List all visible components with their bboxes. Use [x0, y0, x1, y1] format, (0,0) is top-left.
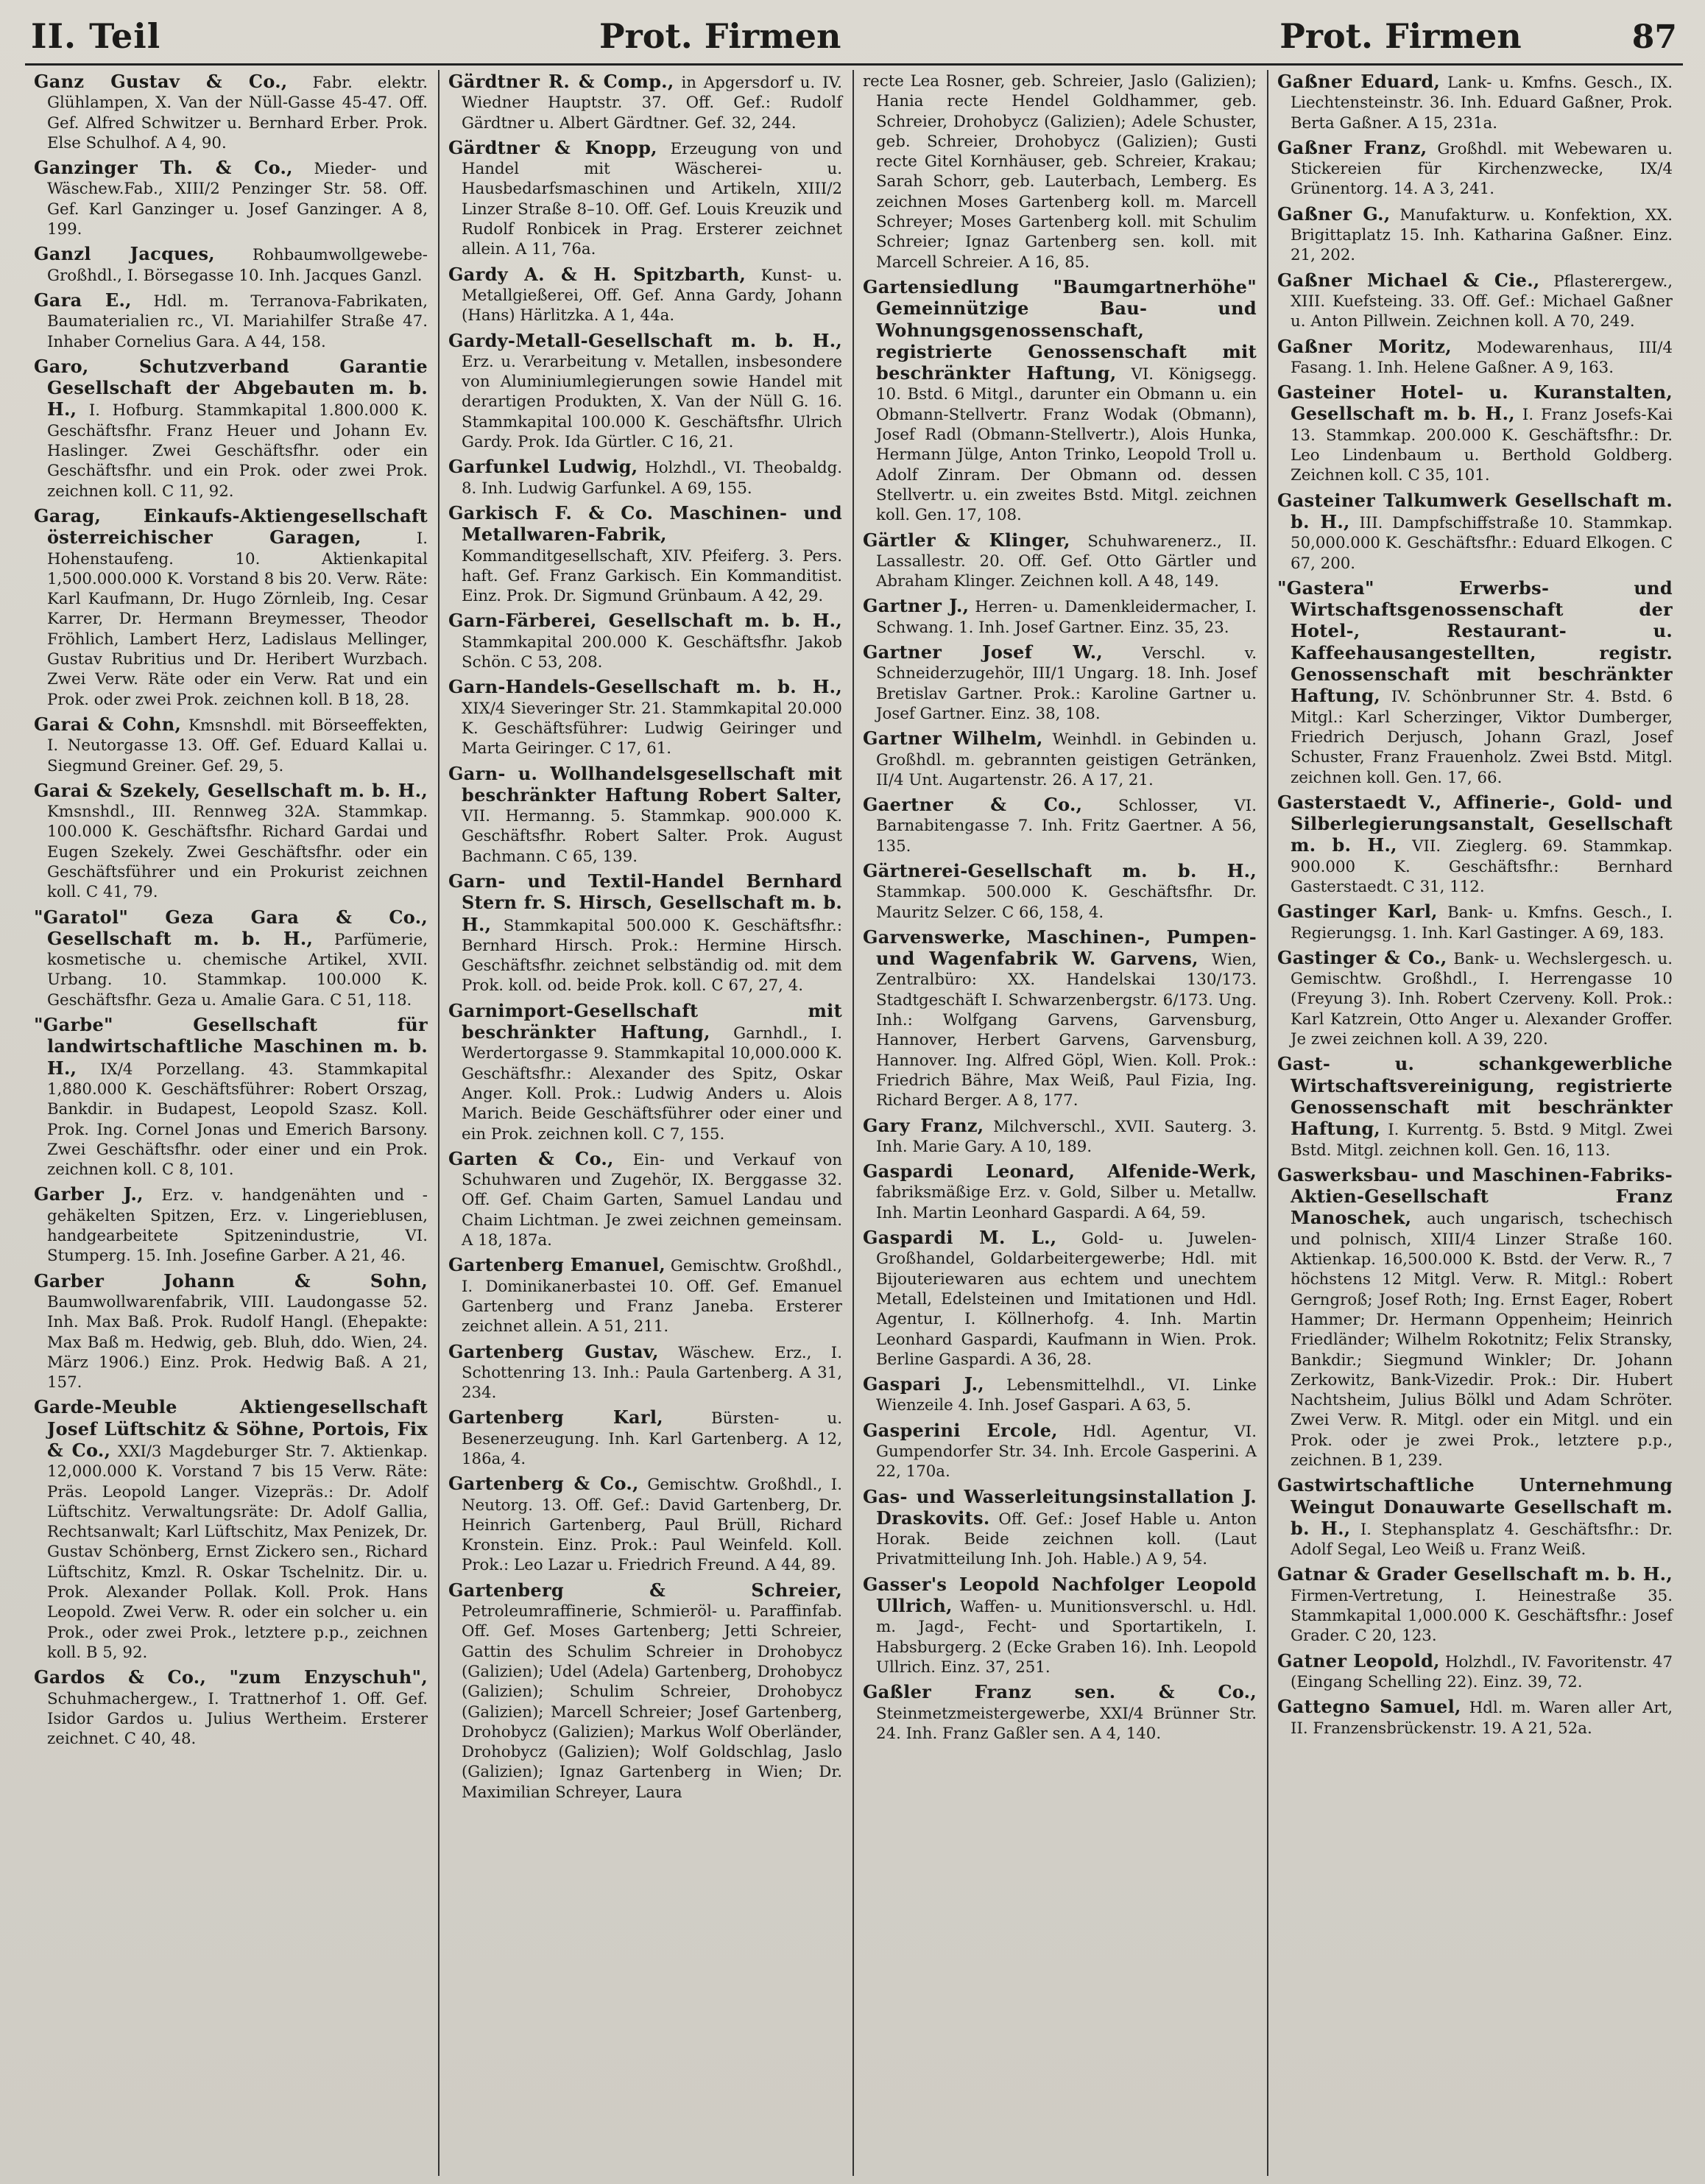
- company-name: Gärtnerei-Gesellschaft m. b. H.,: [863, 859, 1257, 881]
- company-name: Ganz Gustav & Co.,: [34, 71, 288, 92]
- section-title-left: Prot. Firmen: [599, 16, 841, 56]
- directory-entry: [448, 71, 842, 133]
- entry-details: Wäschew. Erz., I. Schottenring 13. Inh.: Paula Gartenberg. A 31, 234.: [462, 1343, 842, 1403]
- directory-entry: [863, 71, 1257, 272]
- entry-details: Kunst- u. Metallgießerei, Off. Gef. Anna Gardy, Johann (Hans) Härlitzka. A 1, 44a.: [462, 266, 842, 325]
- company-name: Gas- und Wasserleitungsinstallation J. Draskovits.: [863, 1485, 1257, 1529]
- entry-details: Waffen- u. Munitionsverschl. u. Hdl. m. Jagd-, Fecht- und Sportartikeln, I. Habsburgerg. 2 (Ecke Graben 16). Inh. Leopold Ullrich. Einz. 37, 251.: [876, 1598, 1257, 1677]
- entry-details: I. Franz Josefs-Kai 13. Stammkap. 200.000 K. Geschäftsfhr.: Dr. Leo Lindenbaum u. Berthold Goldberg. Zeichnen koll. C 35, 101.: [1291, 406, 1673, 485]
- company-name: Gardy-Metall-Gesellschaft m. b. H.,: [448, 329, 842, 351]
- company-name: Gaspardi M. L.,: [863, 1227, 1057, 1249]
- company-name: Gasteiner Hotel- u. Kuranstalten, Gesellschaft m. b. H.,: [1277, 381, 1673, 425]
- company-name: "Garbe" Gesellschaft für landwirtschaftliche Maschinen m. b. H.,: [34, 1014, 428, 1079]
- directory-entry: [1277, 337, 1673, 378]
- page-header: [25, 16, 1683, 66]
- directory-entry: [863, 861, 1257, 923]
- entry-details: Kmsnshdl. mit Börseeffekten, I. Neutorgasse 13. Off. Gef. Eduard Kallai u. Siegmund Greiner. Gef. 29, 5.: [47, 716, 428, 775]
- company-name: Gartenberg Karl,: [448, 1406, 663, 1429]
- entry-details: VII. Hermanng. 5. Stammkap. 900.000 K. Geschäftsfhr. Robert Salter. Prok. August Bachmann. C 65, 139.: [462, 807, 842, 866]
- company-name: Gastinger Karl,: [1277, 901, 1438, 923]
- directory-entry: [1277, 948, 1673, 1049]
- company-name: Gardos & Co., "zum Enzyschuh",: [34, 1666, 428, 1688]
- entry-details: recte Lea Rosner, geb. Schreier, Jaslo (Galizien); Hania recte Hendel Goldhammer, geb. Schreier, Drohobycz (Galizien); Adele Schuster, geb. Schreier, Drohobycz (Galizien); Gusti recte Gitel Kornhäuser, geb. Schreier, Krakau; Sarah Schorr, geb. Lauterbach, Lemberg. Es zeichnen Moses Gartenberg koll. m. Marcell Schreyer; Moses Gartenberg koll. mit Schulim Schreier; Ignaz Gartenberg sen. koll. mit Marcell Schreier. A 16, 85.: [863, 72, 1257, 272]
- company-name: Garber Johann & Sohn,: [34, 1269, 428, 1292]
- column-3: [854, 70, 1268, 2176]
- directory-entry: [863, 277, 1257, 526]
- company-name: Gartner Josef W.,: [863, 641, 1104, 663]
- company-name: Gasser's Leopold Nachfolger Leopold Ullrich,: [863, 1573, 1257, 1617]
- entry-details: Stammkapital 500.000 K. Geschäftsfhr.: Bernhard Hirsch. Prok.: Hermine Hirsch. Geschäftsfhr. zeichnet selbständig od. mit dem Prok. koll. od. beide Prok. koll. C 67, 27, 4.: [462, 916, 842, 996]
- entry-details: Gemischtw. Großhdl., I. Neutorg. 13. Off. Gef.: David Gartenberg, Dr. Heinrich Gartenberg, Paul Brüll, Richard Kronstein. Einz. Prok.: Paul Weinfeld. Koll. Prok.: Leo Lazar u. Friedrich Freund. A 44, 89.: [462, 1476, 842, 1575]
- company-name: Gaßler Franz sen. & Co.,: [863, 1681, 1257, 1703]
- directory-entry: [448, 1001, 842, 1144]
- company-name: Gaßner Eduard,: [1277, 71, 1441, 92]
- entry-details: Steinmetzmeistergewerbe, XXI/4 Brünner Str. 24. Inh. Franz Gaßler sen. A 4, 140.: [876, 1704, 1257, 1743]
- company-name: Gaßner G.,: [1277, 202, 1391, 225]
- directory-entry: [34, 356, 428, 501]
- entry-details: Hdl. m. Terranova-Fabrikaten, Baumaterialien rc., VI. Mariahilfer Straße 47. Inhaber Cornelius Gara. A 44, 158.: [47, 292, 428, 351]
- directory-entry: [448, 457, 842, 499]
- company-name: Gaspari J.,: [863, 1373, 984, 1395]
- directory-entry: [1277, 1564, 1673, 1646]
- entry-details: IV. Schönbrunner Str. 4. Bstd. 6 Mitgl.: Karl Scherzinger, Viktor Dumberger, Friedrich Derjusch, Johann Grazl, Josef Schuster, Franz Frauenholz. Zwei Bstd. Mitgl. zeichnen koll. Gen. 17, 66.: [1291, 688, 1673, 787]
- entry-details: XIX/4 Sieveringer Str. 21. Stammkapital 20.000 K. Geschäftsführer: Ludwig Geiringer und Marta Geiringer. C 17, 61.: [462, 699, 842, 758]
- directory-entry: [34, 781, 428, 903]
- directory-entry: [448, 1407, 842, 1469]
- company-name: Garn-Handels-Gesellschaft m. b. H.,: [448, 676, 842, 698]
- directory-entry: [448, 264, 842, 326]
- company-name: Garvenswerke, Maschinen-, Pumpen- und Wagenfabrik W. Garvens,: [863, 926, 1257, 970]
- company-name: Gaßner Franz,: [1277, 136, 1427, 158]
- company-name: Gärdtner R. & Comp.,: [448, 71, 674, 92]
- entry-details: Manufakturw. u. Konfektion, XX. Brigittaplatz 15. Inh. Katharina Gaßner. Einz. 21, 202.: [1291, 205, 1673, 265]
- company-name: Garn- und Textil-Handel Bernhard Stern fr. S. Hirsch, Gesellschaft m. b. H.,: [448, 870, 842, 935]
- directory-entry: [34, 714, 428, 776]
- company-name: Ganzl Jacques,: [34, 243, 215, 265]
- entry-details: I. Hohenstaufeng. 10. Aktienkapital 1,500.000.000 K. Vorstand 8 bis 20. Verw. Räte: Karl Kaufmann, Dr. Hugo Zörnleib, Ing. Cesar Karrer, Dr. Hermann Breymesser, Theodor Fröhlich, Lambert Herz, Ladislaus Mellinger, Gustav Rubritius und Dr. Heribert Wurzbach. Zwei Verw. Räte oder ein Verw. Rat und ein Prok. oder zwei Prok. zeichnen koll. B 18, 28.: [47, 529, 428, 709]
- entry-details: Erz. u. Verarbeitung v. Metallen, insbesondere von Aluminiumlegierungen sowie Handel mit derartigen Produkten, X. Van der Nüll G. 16. Stammkapital 100.000 K. Geschäftsfhr. Ulrich Gardy. Prok. Ida Gürtler. C 16, 21.: [462, 352, 842, 452]
- entry-details: Bürsten- u. Besenerzeugung. Inh. Karl Gartenberg. A 12, 186a, 4.: [462, 1409, 842, 1468]
- company-name: Garnimport-Gesellschaft mit beschränkter Haftung,: [448, 999, 842, 1043]
- header-right: [1176, 16, 1677, 56]
- entry-details: Pflasterergew., XIII. Kuefsteing. 33. Off. Gef.: Michael Gaßner u. Anton Pillwein. Zeichnen koll. A 70, 249.: [1291, 272, 1673, 331]
- company-name: Gatnar & Grader Gesellschaft m. b. H.,: [1277, 1563, 1673, 1585]
- directory-entry: [1277, 204, 1673, 266]
- company-name: Gatner Leopold,: [1277, 1649, 1440, 1672]
- directory-entry: [34, 158, 428, 239]
- entry-details: Bank- u. Kmfns. Gesch., I. Regierungsg. 1. Inh. Karl Gastinger. A 69, 183.: [1291, 903, 1673, 943]
- entry-details: Großhdl. mit Webewaren u. Stickereien für Kirchenzwecke, IX/4 Grünentorg. 14. A 3, 241.: [1291, 139, 1673, 199]
- company-name: Gastinger & Co.,: [1277, 946, 1447, 968]
- entry-details: Baumwollwarenfabrik, VIII. Laudongasse 52. Inh. Max Baß. Prok. Rudolf Hangl. (Ehepakte: Max Baß m. Hedwig, geb. Bluh, ddo. Wien, 24. März 1906.) Einz. Prok. Hedwig Baß. A 21, 157.: [47, 1292, 428, 1392]
- company-name: Gärtler & Klinger,: [863, 529, 1070, 551]
- directory-entry: [448, 1149, 842, 1250]
- directory-entry: [1277, 1054, 1673, 1160]
- company-name: Gardy A. & H. Spitzbarth,: [448, 263, 746, 285]
- entry-details: VII. Zieglerg. 69. Stammkap. 900.000 K. Geschäftsfhr.: Bernhard Gasterstaedt. C 31, 112.: [1291, 837, 1673, 896]
- directory-entry: [1277, 1651, 1673, 1693]
- company-name: Gasteiner Talkumwerk Gesellschaft m. b. H.,: [1277, 489, 1673, 532]
- company-name: Gary Franz,: [863, 1114, 984, 1136]
- entry-details: Erzeugung von und Handel mit Wäscherei- u. Hausbedarfsmaschinen und Artikeln, XIII/2 Linzer Straße 8–10. Off. Gef. Louis Kreuzik und Rudolf Ronbicek in Prag. Ersterer zeichnet allein. A 11, 76a.: [462, 139, 842, 259]
- directory-entry: [34, 290, 428, 352]
- company-name: Garten & Co.,: [448, 1147, 614, 1169]
- directory-entry: [863, 1574, 1257, 1677]
- directory-entry: [1277, 1165, 1673, 1470]
- entry-details: Rohbaumwollgewebe-Großhdl., I. Börsegasse 10. Inh. Jacques Ganzl.: [47, 246, 428, 285]
- entry-details: Gold- u. Juwelen-Großhandel, Goldarbeitergewerbe; Hdl. mit Bijouteriewaren aus echtem und unechtem Metall, Edelsteinen und Imitationen und Hdl. Agentur, I. Köllnerhofg. 4. Inh. Martin Leonhard Gaspardi, Kaufmann in Wien. Prok. Berline Gaspardi. A 36, 28.: [876, 1230, 1257, 1369]
- entry-details: Verschl. v. Schneiderzugehör, III/1 Ungarg. 18. Inh. Josef Bretislav Gartner. Prok.: Karoline Gartner u. Josef Gartner. Einz. 38, 108.: [876, 644, 1257, 723]
- company-name: "Gastera" Erwerbs- und Wirtschaftsgenossenschaft der Hotel-, Restaurant- u. Kaffeehausangestellten, registr. Genossenschaft mit beschränkter Haftung,: [1277, 577, 1673, 707]
- entry-details: Kmsnshdl., III. Rennweg 32A. Stammkap. 100.000 K. Geschäftsfhr. Richard Gardai und Eugen Szekely. Zwei Geschäftsfhr. oder ein Geschäftsführer und ein Prokurist zeichnen koll. C 41, 79.: [47, 803, 428, 902]
- directory-entry: [34, 1667, 428, 1749]
- company-name: Gaertner & Co.,: [863, 794, 1083, 816]
- directory-entry: [863, 530, 1257, 592]
- directory-entry: [863, 1420, 1257, 1482]
- directory-entry: [448, 503, 842, 606]
- entry-details: Garnhdl., I. Werdertorgasse 9. Stammkapital 10,000.000 K. Geschäftsfhr.: Alexander des Spitz, Oskar Anger. Koll. Prok.: Ludwig Anders u. Alois Marich. Beide Geschäftsführer oder einer und ein Prok. zeichnen koll. C 7, 155.: [462, 1024, 842, 1144]
- directory-entry: [863, 1682, 1257, 1744]
- directory-entry: [863, 1116, 1257, 1158]
- company-name: Gartensiedlung "Baumgartnerhöhe" Gemeinnützige Bau- und Wohnungsgenossenschaft, registrierte Genossenschaft mit beschränkter Haftung,: [863, 275, 1257, 384]
- column-2: [440, 70, 854, 2176]
- directory-entry: [34, 1397, 428, 1663]
- company-name: Garber J.,: [34, 1183, 144, 1205]
- entry-details: Petroleumraffinerie, Schmieröl- u. Paraffinfab. Off. Gef. Moses Gartenberg; Jetti Schreier, Gattin des Schulim Schreier in Drohobycz (Galizien); Udel (Adela) Gartenberg, Drohobycz (Galizien); Schulim Schreier, Drohobycz (Galizien); Marcell Schreier; Josef Gartenberg, Drohobycz (Galizien); Markus Wolf Oberländer, Drohobycz (Galizien); Wolf Goldschlag, Jaslo (Galizien); Ignaz Gartenberg in Wien; Dr. Maximilian Schreyer, Laura: [462, 1602, 842, 1802]
- entry-details: III. Dampfschiffstraße 10. Stammkap. 50,000.000 K. Geschäftsfhr.: Eduard Elkogen. C 67, 200.: [1291, 513, 1673, 573]
- directory-entry: [448, 871, 842, 996]
- directory-entry: [1277, 71, 1673, 133]
- directory-entry: [448, 331, 842, 453]
- entry-details: IX/4 Porzellang. 43. Stammkapital 1,880.000 K. Geschäftsführer: Robert Orszag, Bankdir. in Budapest, Leopold Szasz. Koll. Prok. Ing. Cornel Jonas und Emerich Barsony. Zwei Geschäftsfhr. oder einer und ein Prok. zeichnen koll. C 8, 101.: [47, 1060, 428, 1180]
- company-name: Garde-Meuble Aktiengesellschaft Josef Lüftschitz & Söhne, Portois, Fix & Co.,: [34, 1396, 428, 1461]
- directory-entry: [34, 1271, 428, 1393]
- company-name: Garai & Szekely, Gesellschaft m. b. H.,: [34, 779, 428, 801]
- entry-details: Firmen-Vertretung, I. Heinestraße 35. Stammkapital 1,000.000 K. Geschäftsfhr.: Josef Grader. C 20, 123.: [1291, 1586, 1673, 1646]
- directory-entry: [1277, 901, 1673, 943]
- directory-entry: [1277, 270, 1673, 332]
- entry-details: I. Kurrentg. 5. Bstd. 9 Mitgl. Zwei Bstd. Mitgl. zeichnen koll. Gen. 16, 113.: [1291, 1121, 1673, 1160]
- directory-entry: [1277, 578, 1673, 788]
- company-name: Gaßner Michael & Cie.,: [1277, 269, 1540, 291]
- entry-details: Schlosser, VI. Barnabitengasse 7. Inh. Fritz Gaertner. A 56, 135.: [876, 797, 1257, 856]
- column-4: [1268, 70, 1683, 2176]
- company-name: Gasterstaedt V., Affinerie-, Gold- und Silberlegierungsanstalt, Gesellschaft m. b. H.,: [1277, 791, 1673, 856]
- directory-entry: [448, 1342, 842, 1403]
- company-name: Garo, Schutzverband Garantie Gesellschaft der Abgebauten m. b. H.,: [34, 355, 428, 420]
- entry-details: Wien, Zentralbüro: XX. Handelskai 130/173. Stadtgeschäft I. Schwarzenbergstr. 6/173. Ung. Inh.: Wolfgang Garvens, Garvensburg, Hannover, Herbert Garvens, Garvensburg, Hannover. Ing. Alfred Göpl, Wien. Koll. Prok.: Friedrich Bähre, Max Weiß, Paul Fizia, Ing. Richard Berger. A 8, 177.: [876, 951, 1257, 1110]
- entry-details: XXI/3 Magdeburger Str. 7. Aktienkap. 12,000.000 K. Vorstand 7 bis 15 Verw. Räte: Präs. Leopold Langer. Vizepräs.: Dr. Adolf Lüftschitz. Verwaltungsräte: Dr. Adolf Gallia, Rechtsanwalt; Karl Lüftschitz, Max Penizek, Dr. Gustav Schönberg, Ernst Zickero sen., Richard Lüftschitz, Kmzl. R. Oskar Tschelnitz. Dir. u. Prok. Alexander Pollak. Koll. Prok. Hans Leopold. Zwei Verw. R. oder ein solcher u. ein Prok., oder zwei Prok., letztere p.p., zeichnen koll. B 5, 92.: [47, 1443, 428, 1662]
- directory-columns: [25, 70, 1683, 2176]
- company-name: Gartenberg & Schreier,: [448, 1579, 842, 1601]
- directory-entry: [863, 1374, 1257, 1416]
- entry-details: Schuhmachergew., I. Trattnerhof 1. Off. Gef. Isidor Gardos u. Julius Wertheim. Ersterer zeichnet. C 40, 48.: [47, 1689, 428, 1749]
- entry-details: Bank- u. Wechslergesch. u. Gemischtw. Großhdl., I. Herrengasse 10 (Freyung 3). Inh. Robert Czerveny. Koll. Prok.: Karl Katzrein, Otto Anger u. Alexander Groffer. Je zwei zeichnen koll. A 39, 220.: [1291, 949, 1673, 1049]
- company-name: Gartner Wilhelm,: [863, 728, 1043, 750]
- directory-entry: [448, 764, 842, 867]
- entry-details: Modewarenhaus, III/4 Fasang. 1. Inh. Helene Gaßner. A 9, 163.: [1291, 338, 1673, 377]
- directory-entry: [1277, 1475, 1673, 1560]
- directory-entry: [34, 1015, 428, 1180]
- directory-entry: [1277, 490, 1673, 574]
- section-title-right: Prot. Firmen: [1279, 16, 1522, 56]
- directory-entry: [34, 244, 428, 286]
- directory-entry: [448, 610, 842, 672]
- entry-details: Lank- u. Kmfns. Gesch., IX. Liechtensteinstr. 36. Inh. Eduard Gaßner, Prok. Berta Gaßner. A 15, 231a.: [1291, 74, 1673, 133]
- entry-details: Stammkap. 500.000 K. Geschäftsfhr. Dr. Mauritz Selzer. C 66, 158, 4.: [876, 883, 1257, 922]
- directory-entry: [863, 927, 1257, 1111]
- entry-details: Stammkapital 200.000 K. Geschäftsfhr. Jakob Schön. C 53, 208.: [462, 633, 842, 672]
- directory-entry: [34, 506, 428, 710]
- directory-entry: [448, 1473, 842, 1575]
- directory-entry: [863, 1227, 1257, 1370]
- column-1: [25, 70, 440, 2176]
- directory-entry: [863, 1161, 1257, 1223]
- company-name: Gattegno Samuel,: [1277, 1696, 1461, 1718]
- company-name: Gaswerksbau- und Maschinen-Fabriks-Aktien-Gesellschaft Franz Manoschek,: [1277, 1163, 1673, 1229]
- company-name: Gaßner Moritz,: [1277, 335, 1452, 357]
- page-number: 87: [1631, 18, 1677, 56]
- company-name: Gartner J.,: [863, 595, 970, 617]
- directory-entry: [863, 1487, 1257, 1570]
- entry-details: Parfümerie, kosmetische u. chemische Artikel, XVII. Urbang. 10. Stammkap. 100.000 K. Geschäftsfhr. Geza u. Amalie Gara. C 51, 118.: [47, 930, 428, 1010]
- entry-details: Fabr. elektr. Glühlampen, X. Van der Nüll-Gasse 45-47. Off. Gef. Alfred Schwitzer u. Bernhard Erber. Prok. Else Schulhof. A 4, 90.: [47, 74, 428, 152]
- directory-entry: [1277, 138, 1673, 200]
- directory-entry: [863, 642, 1257, 724]
- entry-details: Holzhdl., IV. Favoritenstr. 47 (Eingang Schelling 22). Einz. 39, 72.: [1291, 1652, 1673, 1691]
- company-name: Gaspardi Leonard, Alfenide-Werk,: [863, 1160, 1257, 1183]
- directory-entry: [1277, 1697, 1673, 1739]
- directory-entry: [448, 1255, 842, 1336]
- entry-details: Milchverschl., XVII. Sauterg. 3. Inh. Marie Gary. A 10, 189.: [876, 1117, 1257, 1156]
- directory-entry: [34, 71, 428, 153]
- directory-entry: [448, 1580, 842, 1803]
- entry-details: Mieder- und Wäschew.Fab., XIII/2 Penzinger Str. 58. Off. Gef. Karl Ganzinger u. Josef Ganzinger. A 8, 199.: [47, 160, 428, 239]
- company-name: Ganzinger Th. & Co.,: [34, 157, 293, 179]
- entry-details: I. Stephansplatz 4. Geschäftsfhr.: Dr. Adolf Segal, Leo Weiß u. Franz Weiß.: [1291, 1520, 1673, 1560]
- entry-details: VI. Königsegg. 10. Bstd. 6 Mitgl., darunter ein Obmann u. ein Obmann-Stellvertr. Franz Wodak (Obmann), Josef Radl (Obmann-Stellvertr.), Alois Hunka, Hermann Jülge, Anton Trinko, Leopold Troll u. Adolf Zinram. Der Obmann od. dessen Stellvertr. u. ein zweites Bstd. Mitgl. zeichnen koll. Gen. 17, 108.: [876, 365, 1257, 525]
- company-name: Garag, Einkaufs-Aktiengesellschaft österreichischer Garagen,: [34, 504, 428, 549]
- entry-details: Hdl. Agentur, VI. Gumpendorfer Str. 34. Inh. Ercole Gasperini. A 22, 170a.: [876, 1422, 1257, 1482]
- company-name: Garkisch F. & Co. Maschinen- und Metallwaren-Fabrik,: [448, 501, 842, 546]
- directory-entry: [1277, 382, 1673, 485]
- directory-entry: [863, 596, 1257, 638]
- entry-details: fabriksmäßige Erz. v. Gold, Silber u. Metallw. Inh. Martin Leonhard Gaspardi. A 64, 59.: [876, 1183, 1257, 1222]
- directory-entry: [1277, 792, 1673, 897]
- company-name: Gartenberg Gustav,: [448, 1340, 659, 1362]
- company-name: Garn-Färberei, Gesellschaft m. b. H.,: [448, 610, 842, 632]
- entry-details: auch ungarisch, tschechisch und polnisch, XIII/4 Linzer Straße 160. Aktienkap. 16,500.000 K. Bstd. der Verw. R., 7 höchstens 12 Mitgl. Verw. R. Mitgl.: Robert Gerngroß; Josef Roth; Ing. Ernst Eager, Robert Hammer; Dr. Hermann Oppenheim; Heinrich Friedländer; Wilhelm Rokotnitz; Felix Stransky, Bankdir.; Siegmund Winkler; Dr. Johann Zerkowitz, Bank-Vizedir. Prok.: Dir. Hubert Nachtsheim, Julius Bölkl und Adam Schröter. Zwei Verw. R. Mitgl. oder ein Mitgl. und ein Prok. oder je zwei Prok., letztere p.p., zeichnen. B 1, 239.: [1291, 1210, 1673, 1470]
- entry-details: in Apgersdorf u. IV. Wiedner Hauptstr. 37. Off. Gef.: Rudolf Gärdtner u. Albert Gärdtner. Gef. 32, 244.: [462, 74, 842, 133]
- company-name: Gartenberg & Co.,: [448, 1473, 639, 1495]
- company-name: Gasperini Ercole,: [863, 1419, 1058, 1441]
- part-label: II. Teil: [31, 16, 161, 56]
- entry-details: Ein- und Verkauf von Schuhwaren und Zugehör, IX. Berggasse 32. Off. Gef. Chaim Garten, Samuel Landau und Chaim Lichtman. Je zwei zeichnen gemeinsam. A 18, 187a.: [462, 1150, 842, 1250]
- company-name: Garn- u. Wollhandelsgesellschaft mit beschränkter Haftung Robert Salter,: [448, 762, 842, 806]
- entry-details: I. Hofburg. Stammkapital 1.800.000 K. Geschäftsfhr. Franz Heuer und Johann Ev. Haslinger. Zwei Geschäftsfhr. oder ein Geschäftsfhr. und ein Prok. oder zwei Prok. zeichnen koll. C 11, 92.: [47, 401, 428, 501]
- entry-details: Lebensmittelhdl., VI. Linke Wienzeile 4. Inh. Josef Gaspari. A 63, 5.: [876, 1376, 1257, 1415]
- company-name: Gartenberg Emanuel,: [448, 1254, 666, 1276]
- directory-entry: [863, 728, 1257, 790]
- entry-details: Herren- u. Damenkleidermacher, I. Schwang. 1. Inh. Josef Gartner. Einz. 35, 23.: [876, 598, 1257, 637]
- entry-details: Off. Gef.: Josef Hable u. Anton Horak. Beide zeichnen koll. (Laut Privatmitteilung Inh. Joh. Hable.) A 9, 54.: [876, 1510, 1257, 1569]
- entry-details: Holzhdl., VI. Theobaldg. 8. Inh. Ludwig Garfunkel. A 69, 155.: [462, 459, 842, 498]
- entry-details: Gemischtw. Großhdl., I. Dominikanerbastei 10. Off. Gef. Emanuel Gartenberg und Franz Janeba. Ersterer zeichnet allein. A 51, 211.: [462, 1257, 842, 1336]
- entry-details: Schuhwarenerz., II. Lassallestr. 20. Off. Gef. Otto Gärtler und Abraham Klinger. Zeichnen koll. A 48, 149.: [876, 532, 1257, 591]
- company-name: Gärdtner & Knopp,: [448, 136, 657, 158]
- directory-entry: [448, 677, 842, 758]
- company-name: Gastwirtschaftliche Unternehmung Weingut Donauwarte Gesellschaft m. b. H.,: [1277, 1474, 1673, 1539]
- directory-entry: [34, 907, 428, 1010]
- company-name: Garai & Cohn,: [34, 713, 182, 735]
- directory-entry: [34, 1184, 428, 1266]
- entry-details: Erz. v. handgenähten und -gehäkelten Spitzen, Erz. v. Lingerieblusen, handgearbeitete Spitzenindustrie, VI. Stumperg. 15. Inh. Josefine Garber. A 21, 46.: [47, 1186, 428, 1266]
- directory-entry: [863, 795, 1257, 856]
- company-name: "Garatol" Geza Gara & Co., Gesellschaft m. b. H.,: [34, 906, 428, 949]
- directory-entry: [448, 138, 842, 260]
- company-name: Gara E.,: [34, 289, 132, 311]
- entry-details: Hdl. m. Waren aller Art, II. Franzensbrückenstr. 19. A 21, 52a.: [1291, 1699, 1673, 1738]
- company-name: Garfunkel Ludwig,: [448, 456, 638, 478]
- entry-details: Kommanditgesellschaft, XIV. Pfeiferg. 3. Pers. haft. Gef. Franz Garkisch. Ein Kommanditist. Einz. Prok. Dr. Sigmund Grünbaum. A 42, 29.: [462, 546, 842, 606]
- company-name: Gast- u. schankgewerbliche Wirtschaftsvereinigung, registrierte Genossenschaft mit beschränkter Haftung,: [1277, 1053, 1673, 1140]
- entry-details: Weinhdl. in Gebinden u. Großhdl. m. gebrannten geistigen Getränken, II/4 Unt. Augartenstr. 26. A 17, 21.: [876, 730, 1257, 789]
